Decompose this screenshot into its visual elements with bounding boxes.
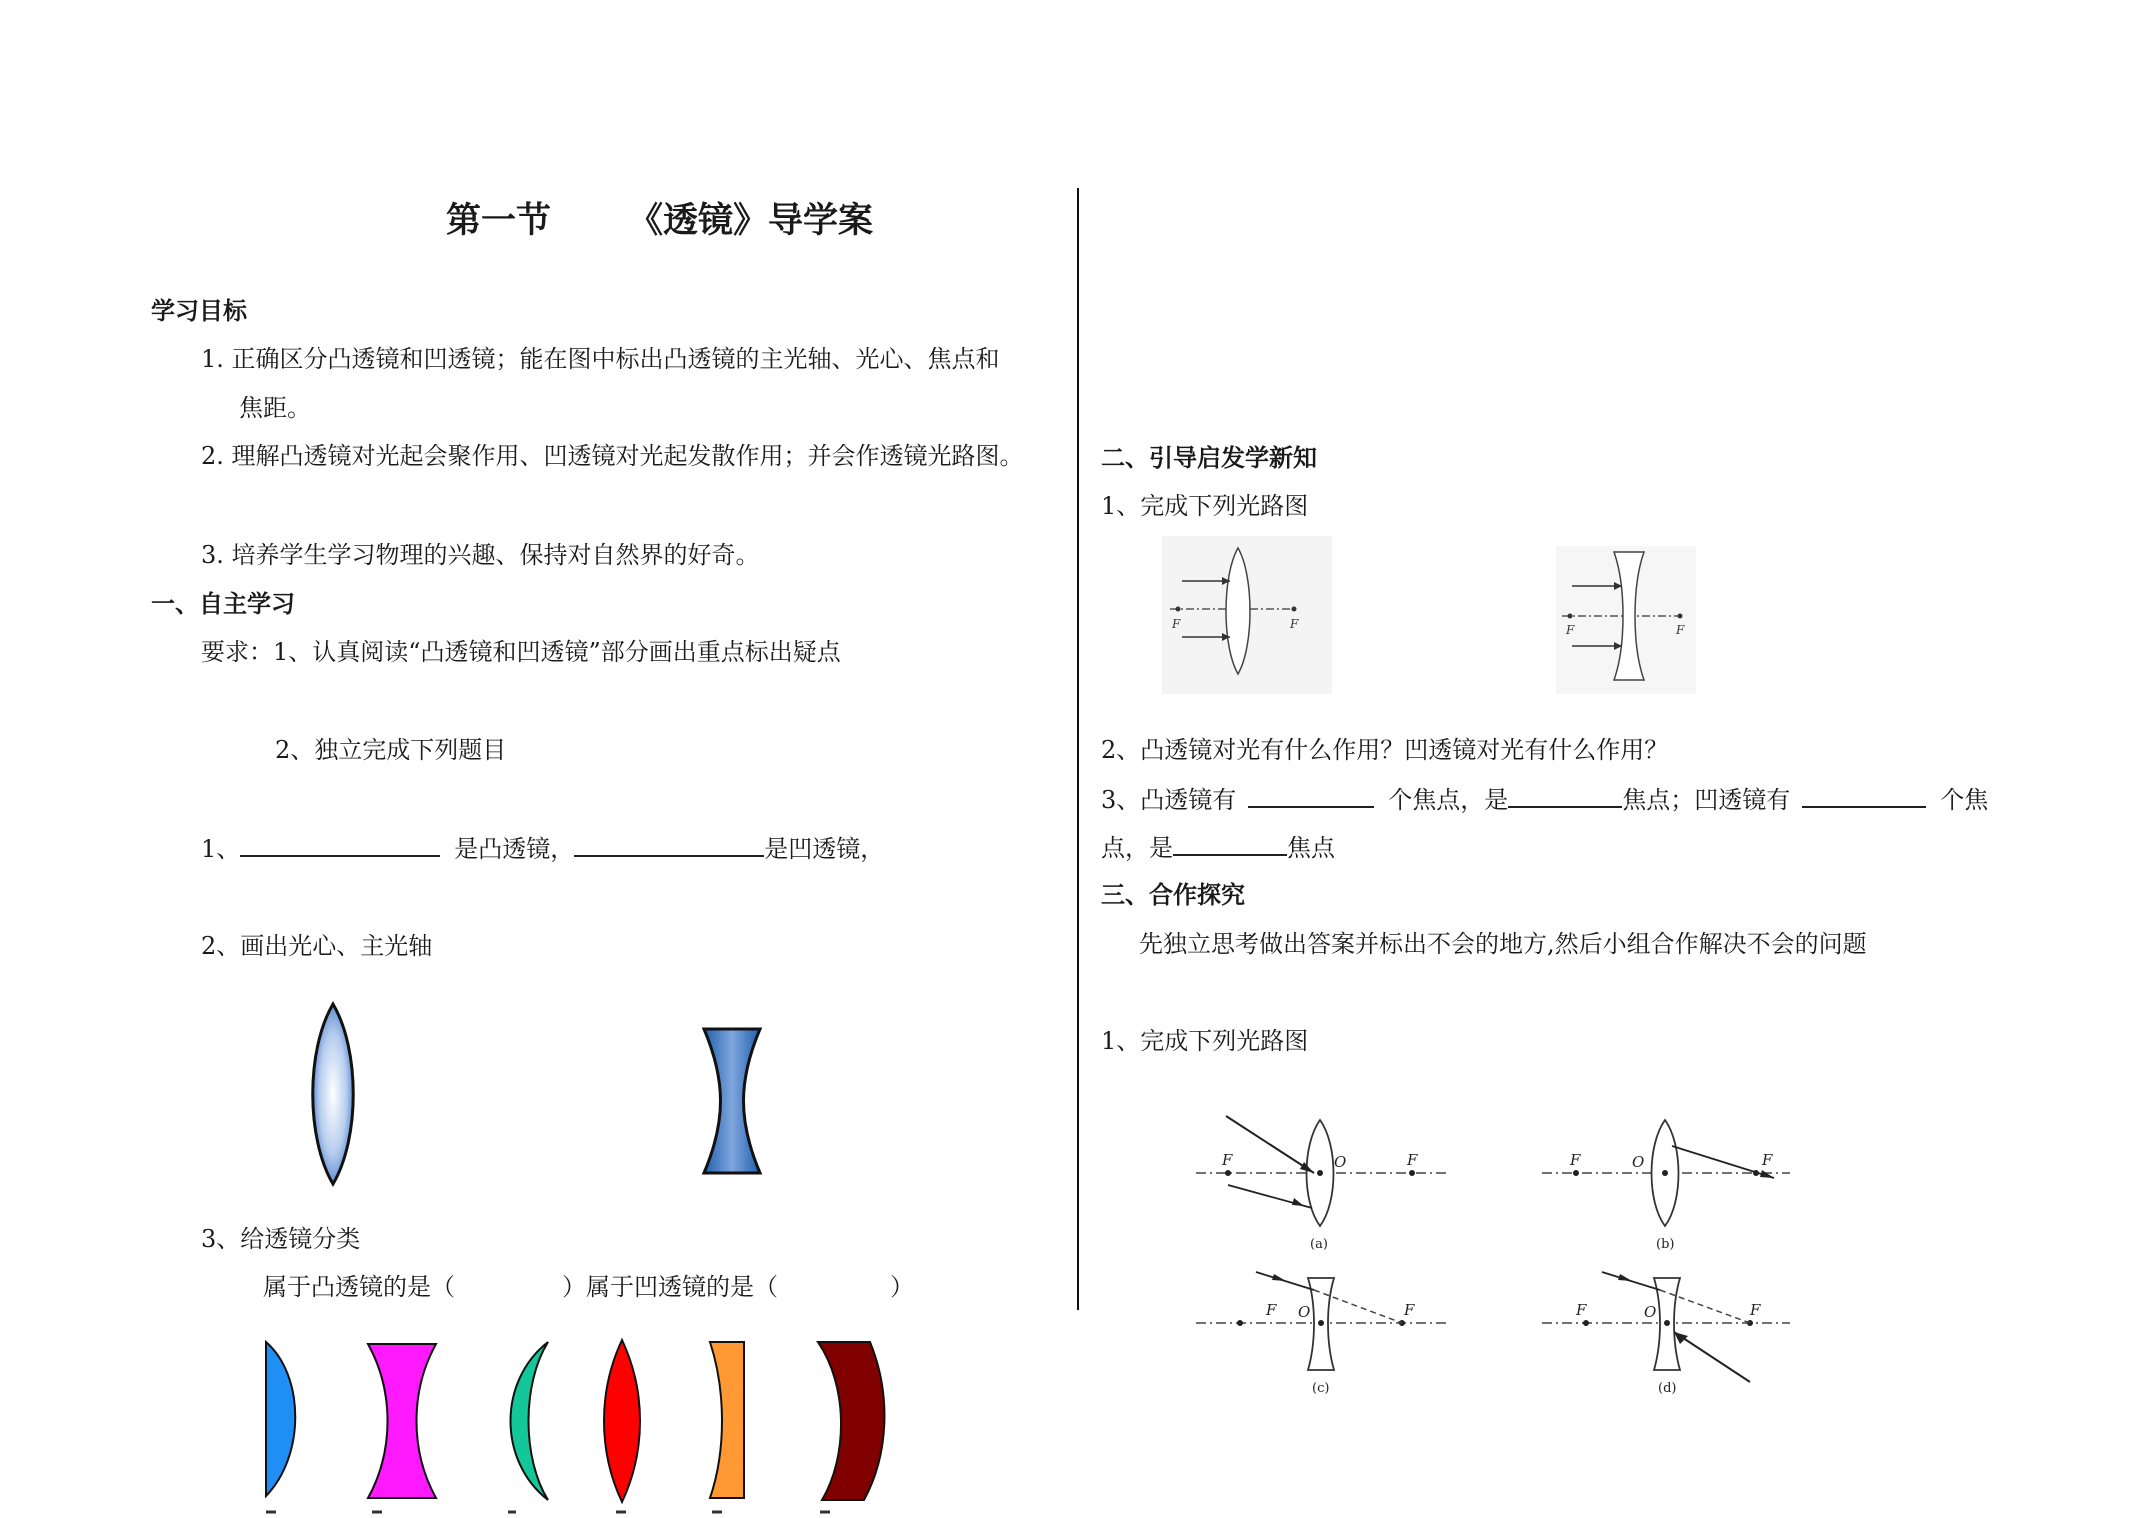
diagram-b-focus-right: F — [1762, 1151, 1773, 1169]
diagram-d-focus-left: F — [1576, 1301, 1587, 1319]
objective-1: 1. 正确区分凸透镜和凹透镜；能在图中标出凸透镜的主光轴、光心、焦点和 — [201, 345, 1000, 373]
diagram-b-label: (b) — [1656, 1237, 1675, 1252]
diagram-d-center: O — [1644, 1303, 1657, 1321]
diagram-b-focus-left: F — [1570, 1151, 1581, 1169]
objective-2: 2. 理解凸透镜对光起会聚作用、凹透镜对光起发散作用；并会作透镜光路图。 — [201, 442, 1024, 470]
lens-biconvex-red — [604, 1340, 640, 1502]
question-2: 2、画出光心、主光轴 — [201, 932, 433, 960]
guide-convex-focus-right: F — [1290, 617, 1299, 631]
objectives-heading: 学习目标 — [151, 297, 247, 325]
diagram-d-focus-right: F — [1750, 1301, 1761, 1319]
guide-q3-part-f: 焦点 — [1287, 834, 1335, 862]
answer-blank-convex-focus-type[interactable] — [1508, 784, 1622, 808]
explore-question-1: 1、完成下列光路图 — [1101, 1027, 1309, 1055]
column-divider — [1077, 188, 1079, 1310]
guide-q3-part-e: 点，是 — [1101, 834, 1173, 862]
diagram-c-label: (c) — [1312, 1381, 1330, 1396]
page-title-section: 第一节 — [446, 201, 552, 241]
question-3-close: ） — [890, 1273, 914, 1301]
guide-q3-part-b: 个焦点，是 — [1388, 786, 1509, 814]
lens-meniscus-maroon — [818, 1342, 884, 1500]
answer-blank-concave-focus-type[interactable] — [1173, 832, 1287, 856]
guide-question-2: 2、凸透镜对光有什么作用？凹透镜对光有什么作用？ — [1101, 736, 1669, 764]
lens-plano-convex-blue — [266, 1342, 295, 1496]
lens-plano-concave-orange — [710, 1342, 744, 1498]
diagram-a-label: (a) — [1310, 1237, 1328, 1252]
objective-1-cont: 焦距。 — [239, 394, 311, 422]
guide-concave-focus-right: F — [1676, 623, 1685, 637]
answer-blank-concave-focus-count[interactable] — [1802, 784, 1926, 808]
diagram-c-focus-right: F — [1404, 1301, 1415, 1319]
question-1 — [201, 833, 884, 864]
diagram-d-label: (d) — [1658, 1381, 1677, 1396]
lens-classification-figures — [260, 1336, 900, 1518]
self-study-requirement-1: 要求：1、认真阅读“凸透镜和凹透镜”部分画出重点标出疑点 — [201, 638, 841, 666]
guide-q3-part-c: 焦点；凹透镜有 — [1622, 786, 1791, 814]
guide-convex-focus-left: F — [1172, 617, 1181, 631]
guide-convex-lens-diagram — [1162, 536, 1332, 694]
diagram-a-focus-right: F — [1407, 1151, 1418, 1169]
answer-blank-concave[interactable] — [574, 833, 764, 857]
guide-concave-lens-diagram — [1556, 546, 1696, 694]
question-3: 3、给透镜分类 — [201, 1225, 361, 1253]
concave-lens-figure — [700, 1026, 764, 1176]
page-title: 《透镜》导学案 — [628, 201, 874, 241]
question-3-concave-label: ）属于凹透镜的是（ — [562, 1273, 778, 1301]
guide-concave-focus-left: F — [1566, 623, 1575, 637]
guide-heading: 二、引导启发学新知 — [1101, 444, 1317, 472]
guide-q3-part-d: 个焦 — [1940, 786, 1989, 814]
question-3-convex-label: 属于凸透镜的是（ — [263, 1273, 455, 1301]
guide-question-1: 1、完成下列光路图 — [1101, 492, 1309, 520]
diagram-b — [1542, 1120, 1790, 1252]
diagram-c-center: O — [1298, 1303, 1311, 1321]
diagram-b-center: O — [1632, 1153, 1645, 1171]
explore-instruction: 先独立思考做出答案并标出不会的地方,然后小组合作解决不会的问题 — [1139, 930, 1867, 958]
lens-meniscus-teal — [511, 1342, 549, 1500]
guide-question-3-cont — [1101, 832, 1335, 863]
diagram-a-center: O — [1334, 1153, 1347, 1171]
lens-biconcave-magenta — [368, 1344, 436, 1498]
guide-question-3 — [1101, 784, 1988, 815]
question-1-mid: 是凸透镜， — [454, 835, 575, 863]
answer-blank-convex[interactable] — [240, 833, 440, 857]
diagram-d — [1542, 1272, 1790, 1396]
diagram-a — [1196, 1116, 1448, 1252]
explore-heading: 三、合作探究 — [1101, 881, 1245, 909]
guide-q3-part-a: 3、凸透镜有 — [1101, 786, 1237, 814]
explore-lens-diagrams — [1190, 1110, 1810, 1410]
diagram-c — [1196, 1272, 1448, 1396]
self-study-requirement-2: 2、独立完成下列题目 — [275, 736, 507, 764]
diagram-c-focus-left: F — [1266, 1301, 1277, 1319]
question-1-prefix: 1、 — [201, 835, 241, 863]
objective-3: 3. 培养学生学习物理的兴趣、保持对自然界的好奇。 — [201, 541, 760, 569]
answer-blank-convex-focus-count[interactable] — [1248, 784, 1374, 808]
question-1-suffix: 是凹透镜， — [764, 835, 885, 863]
self-study-heading: 一、自主学习 — [151, 590, 295, 618]
convex-lens-figure — [296, 1000, 370, 1188]
diagram-a-focus-left: F — [1222, 1151, 1233, 1169]
